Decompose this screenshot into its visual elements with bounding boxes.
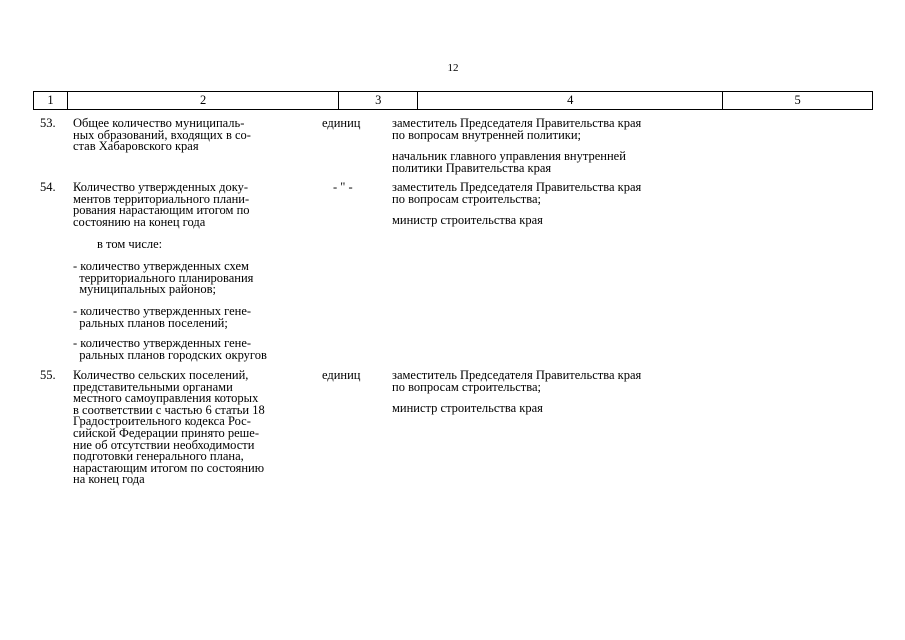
row-53-responsible-1: заместитель Председателя Правительства края по вопросам внутренней политики;	[392, 116, 642, 142]
header-col-4: 4	[418, 92, 723, 109]
row-54-responsible-1: заместитель Председателя Правительства края по вопросам строительства;	[392, 180, 642, 206]
header-col-5: 5	[794, 93, 801, 107]
row-54-unit: - " -	[333, 180, 353, 194]
header-col-3: 3	[339, 92, 418, 109]
row-53-unit: единиц	[322, 116, 361, 130]
row-55-responsible-2: министр строительства края	[392, 401, 543, 415]
row-54-sub-2: - количество утвержденных гене- ральных планов поселений;	[73, 304, 252, 330]
row-54-sub-1: - количество утвержденных схем территориального планирования муниципальных районов;	[73, 259, 254, 297]
row-53-number: 53.	[40, 116, 56, 130]
table-header	[33, 91, 873, 110]
header-col-1: 1	[34, 92, 68, 109]
page-number: 12	[447, 62, 459, 74]
row-54-including: в том числе:	[97, 237, 163, 251]
row-54-sub-3: - количество утвержденных гене- ральных планов городских округов	[73, 336, 267, 362]
row-53-indicator: Общее количество муниципаль- ных образований, входящих в со- став Хабаровского края	[73, 116, 251, 154]
row-55-unit: единиц	[322, 368, 361, 382]
header-col-2: 2	[68, 92, 339, 109]
row-54-responsible-2: министр строительства края	[392, 213, 543, 227]
row-55-indicator: Количество сельских поселений, представительными органами местного самоуправления которых в соответствии с частью 6 статьи 18 Градостроительного кодекса Рос- сийской Федерации принято реше- ние об отсутствии необходимости подготовки генерального плана, нарастающим итогом по состоянию на конец года	[73, 368, 265, 487]
row-54-indicator: Количество утвержденных доку- ментов территориального плани- рования нарастающим итогом по состоянию на конец года	[73, 180, 250, 229]
row-55-number: 55.	[40, 368, 56, 382]
row-53-responsible-2: начальник главного управления внутренней политики Правительства края	[392, 149, 626, 175]
row-54-number: 54.	[40, 180, 56, 194]
row-55-responsible-1: заместитель Председателя Правительства края по вопросам строительства;	[392, 368, 642, 394]
